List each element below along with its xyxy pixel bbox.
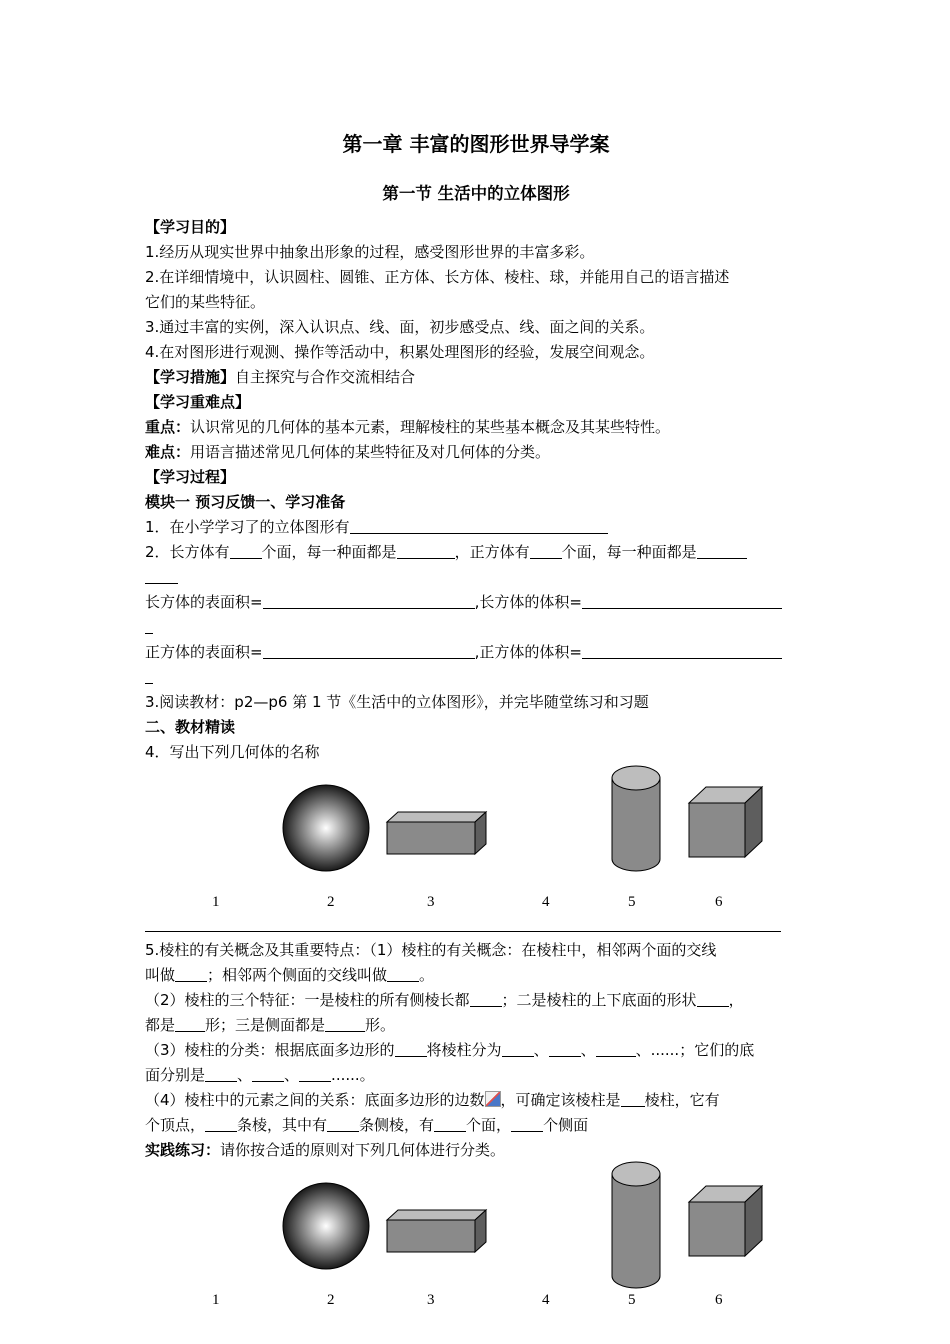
figure2-label-6: 6 <box>715 1292 723 1308</box>
figure-label-1: 1 <box>212 894 220 910</box>
q5-blank-edge[interactable] <box>175 965 207 982</box>
q5-line-4 <box>145 1013 807 1038</box>
solids-figure-1 <box>270 755 780 925</box>
q5-l2-text-a: 叫做 <box>145 966 176 984</box>
q5-l3-text-a: （2）棱柱的三个特征：一是棱柱的所有侧棱长都 <box>145 991 470 1009</box>
q5-blank-side-edges[interactable] <box>327 1115 359 1132</box>
hard-label: 难点： <box>145 443 191 461</box>
q5-blank-edges[interactable] <box>205 1115 237 1132</box>
practice-text: 请你按合适的原则对下列几何体进行分类。 <box>220 1141 506 1159</box>
answer-line[interactable] <box>145 931 781 932</box>
q2-blank-4[interactable] <box>697 542 747 559</box>
q5-l8-text-e: 个侧面 <box>543 1116 589 1134</box>
q5-line-7 <box>145 1088 807 1113</box>
q5-l4-text-c: 形。 <box>365 1016 396 1034</box>
rect-vol-blank-cont[interactable] <box>145 617 153 634</box>
figure2-label-5: 5 <box>628 1292 636 1308</box>
measures-line <box>145 365 807 390</box>
q5-line-2 <box>145 963 807 988</box>
q5-blank-side-faces[interactable] <box>511 1115 543 1132</box>
q5-blank-base-3[interactable] <box>299 1065 331 1082</box>
q5-line-8 <box>145 1113 807 1138</box>
question-3: 3.阅读教材：p2—p6 第 1 节《生活中的立体图形》，并完毕随堂练习和习题 <box>145 693 649 711</box>
hard-point <box>145 440 807 465</box>
cube-formula-cont <box>145 665 807 690</box>
module1-heading: 模块一 预习反馈一、学习准备 <box>145 493 346 511</box>
q5-blank-base-2[interactable] <box>252 1065 284 1082</box>
q5-blank-shape[interactable] <box>697 990 729 1007</box>
figure2-label-4: 4 <box>542 1292 550 1308</box>
q2-text-d: 个面，每一种面都是 <box>561 543 697 561</box>
figure2-label-3: 3 <box>427 1292 435 1308</box>
figure-label-5: 5 <box>628 894 636 910</box>
question-2 <box>145 540 807 565</box>
cylinder-shape <box>612 766 660 871</box>
q5-l8-text-b: 条棱，其中有 <box>237 1116 328 1134</box>
cube-shape <box>689 787 762 857</box>
q2-text-c: ，正方体有 <box>454 543 530 561</box>
q5-l3-text-b: ；二是棱柱的上下底面的形状 <box>501 991 697 1009</box>
cube-shape-2 <box>689 1186 762 1256</box>
q5-l8-text-d: 个面， <box>466 1116 512 1134</box>
q5-l6-text-c: 、 <box>284 1066 300 1084</box>
q2-blank-4-cont[interactable] <box>145 567 178 584</box>
q2-blank-1[interactable] <box>230 542 262 559</box>
q2-text-a: 2．长方体有 <box>145 543 230 561</box>
process-heading: 【学习过程】 <box>145 468 236 486</box>
q5-line-1: 5.棱柱的有关概念及其重要特点：（1）棱柱的有关概念：在棱柱中，相邻两个面的交线 <box>145 941 717 959</box>
q5-l8-text-a: 个顶点， <box>145 1116 206 1134</box>
keypoints-heading: 【学习重难点】 <box>145 393 251 411</box>
q5-blank-side[interactable] <box>325 1015 365 1032</box>
q5-l5-text-e: 、......；它们的底 <box>635 1041 755 1059</box>
measures-text: 自主探究与合作交流相结合 <box>235 368 416 386</box>
objective-2-cont: 它们的某些特征。 <box>145 293 266 311</box>
page-title: 第一章 丰富的图形世界导学案 <box>342 132 610 156</box>
figure2-label-1: 1 <box>212 1292 220 1308</box>
q5-l2-text-b: ；相邻两个侧面的交线叫做 <box>207 966 388 984</box>
rect-vol-blank[interactable] <box>582 592 782 609</box>
q5-l5-text-a: （3）棱柱的分类：根据底面多边形的 <box>145 1041 395 1059</box>
cuboid-shape <box>387 812 486 854</box>
solids-figure-2 <box>270 1152 780 1292</box>
figure2-label-2: 2 <box>327 1292 335 1308</box>
cylinder-shape-2 <box>612 1162 660 1288</box>
q5-l5-text-b: 将棱柱分为 <box>426 1041 502 1059</box>
sphere-shape <box>283 785 369 871</box>
key-point <box>145 415 807 440</box>
q5-blank-base[interactable] <box>175 1015 205 1032</box>
formula-image-icon <box>485 1091 501 1107</box>
q5-blank-prism-type[interactable] <box>621 1090 645 1107</box>
q5-line-3 <box>145 988 807 1013</box>
cube-area-label: 正方体的表面积= <box>145 643 263 661</box>
question-4: 4．写出下列几何体的名称 <box>145 743 320 761</box>
cube-vol-label: ,正方体的体积= <box>474 643 582 661</box>
q5-l2-text-c: 。 <box>419 966 435 984</box>
q5-l4-text-a: 都是 <box>145 1016 176 1034</box>
q5-blank-type-1[interactable] <box>502 1040 534 1057</box>
q1-text: 1．在小学学习了的立体图形有 <box>145 518 350 536</box>
q5-blank-side-edge[interactable] <box>387 965 419 982</box>
q5-l7-text-b: ，可确定该棱柱是 <box>500 1091 621 1109</box>
question-1 <box>145 515 807 540</box>
cuboid-shape-2 <box>387 1210 486 1252</box>
objective-2: 2.在详细情境中，认识圆柱、圆锥、正方体、长方体、棱柱、球，并能用自己的语言描述 <box>145 268 730 286</box>
sphere-shape-2 <box>283 1183 369 1269</box>
figure-label-4: 4 <box>542 894 550 910</box>
rect-formula-cont <box>145 615 807 640</box>
q5-blank-criterion[interactable] <box>395 1040 427 1057</box>
q5-l6-text-b: 、 <box>237 1066 253 1084</box>
cube-formula <box>145 640 807 665</box>
q5-l5-text-c: 、 <box>533 1041 549 1059</box>
cube-vol-blank[interactable] <box>582 642 782 659</box>
figure-label-2: 2 <box>327 894 335 910</box>
section-title: 第一节 生活中的立体图形 <box>382 184 570 203</box>
q5-l8-text-c: 条侧棱，有 <box>359 1116 435 1134</box>
q5-line-6 <box>145 1063 807 1088</box>
figure-label-3: 3 <box>427 894 435 910</box>
q5-blank-faces[interactable] <box>434 1115 466 1132</box>
q5-l7-text-c: 棱柱，它有 <box>644 1091 720 1109</box>
key-text: 认识常见的几何体的基本元素，理解棱柱的某些基本概念及其某些特性。 <box>190 418 671 436</box>
hard-text: 用语言描述常见几何体的某些特征及对几何体的分类。 <box>190 443 551 461</box>
rect-area-label: 长方体的表面积= <box>145 593 263 611</box>
q5-blank-base-1[interactable] <box>205 1065 237 1082</box>
q5-blank-equal[interactable] <box>470 990 502 1007</box>
key-label: 重点： <box>145 418 191 436</box>
q5-l3-text-c: ， <box>728 991 744 1009</box>
q5-blank-type-2[interactable] <box>549 1040 581 1057</box>
objectives-heading: 【学习目的】 <box>145 218 236 236</box>
figure-label-6: 6 <box>715 894 723 910</box>
cube-area-blank[interactable] <box>263 642 475 659</box>
rect-area-blank[interactable] <box>263 592 475 609</box>
q5-line-5 <box>145 1038 807 1063</box>
module2-heading: 二、教材精读 <box>145 718 236 736</box>
rect-vol-label: ,长方体的体积= <box>474 593 582 611</box>
cube-vol-blank-cont[interactable] <box>145 667 153 684</box>
q2-blank-3[interactable] <box>530 542 562 559</box>
rect-formula <box>145 590 807 615</box>
practice-label: 实践练习： <box>145 1141 221 1159</box>
q5-l6-text-a: 面分别是 <box>145 1066 206 1084</box>
q2-text-b: 个面，每一种面都是 <box>261 543 397 561</box>
measures-heading: 【学习措施】 <box>145 368 236 386</box>
question-2-cont <box>145 565 807 590</box>
q5-blank-type-3[interactable] <box>596 1040 636 1057</box>
q5-l5-text-d: 、 <box>580 1041 596 1059</box>
objective-4: 4.在对图形进行观测、操作等活动中，积累处理图形的经验，发展空间观念。 <box>145 343 655 361</box>
q5-l6-text-d: ......。 <box>331 1066 375 1084</box>
q1-blank[interactable] <box>350 517 608 534</box>
q2-blank-2[interactable] <box>397 542 455 559</box>
q5-l4-text-b: 形；三是侧面都是 <box>205 1016 326 1034</box>
q5-l7-text-a: （4）棱柱中的元素之间的关系：底面多边形的边数 <box>145 1091 485 1109</box>
objective-1: 1.经历从现实世界中抽象出形象的过程，感受图形世界的丰富多彩。 <box>145 243 595 261</box>
objective-3: 3.通过丰富的实例，深入认识点、线、面，初步感受点、线、面之间的关系。 <box>145 318 655 336</box>
